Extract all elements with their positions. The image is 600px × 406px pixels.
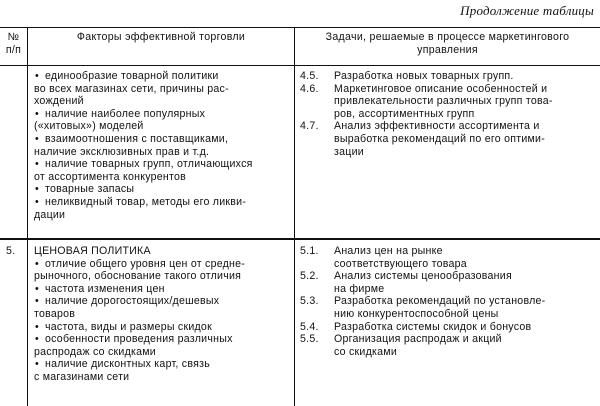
table-header-rule bbox=[0, 65, 600, 66]
factor-line: («хитовых») моделей bbox=[34, 120, 144, 133]
row-5-tasks bbox=[300, 245, 596, 358]
bullet-icon: • bbox=[35, 257, 39, 270]
task-line: Разработка рекомендаций по установле- bbox=[334, 295, 546, 308]
factor-line: частота, виды и размеры скидок bbox=[45, 320, 212, 333]
bullet-icon: • bbox=[35, 70, 39, 82]
factor-line: взаимоотношения с поставщиками, bbox=[45, 132, 229, 145]
row-5-number: 5. bbox=[6, 245, 16, 257]
bullet-icon: • bbox=[35, 132, 39, 145]
factor-item bbox=[34, 333, 290, 358]
bullet-icon: • bbox=[35, 358, 39, 371]
row-5-factors bbox=[34, 245, 290, 384]
factor-item bbox=[34, 70, 290, 108]
task-line: нию конкурентоспособной цены bbox=[334, 307, 499, 320]
factor-line: наличие товарных групп, отличающихся bbox=[45, 158, 253, 171]
header-tasks-line: управления bbox=[417, 44, 478, 56]
task-line: со скидками bbox=[334, 345, 397, 358]
factor-line: товарные запасы bbox=[45, 183, 135, 196]
bullet-icon: • bbox=[35, 158, 39, 171]
task-line: Организация распродаж и акций bbox=[334, 333, 502, 346]
bullet-icon: • bbox=[35, 295, 39, 308]
task-line: Анализ эффективности ассортимента и bbox=[334, 120, 540, 133]
table-top-rule bbox=[0, 27, 600, 28]
factor-line: отличие общего уровня цен от средне- bbox=[45, 257, 246, 270]
bullet-icon: • bbox=[35, 183, 39, 196]
factor-item bbox=[34, 295, 290, 320]
factor-item bbox=[34, 108, 290, 133]
task-code: 5.4. bbox=[300, 320, 319, 333]
task-line: зации bbox=[334, 145, 364, 158]
factor-line: наличие эксклюзивных прав и т.д. bbox=[34, 145, 210, 158]
task-code: 5.3. bbox=[300, 295, 319, 308]
task-line: Анализ системы ценообразования bbox=[334, 270, 512, 283]
factor-line: дации bbox=[34, 208, 66, 221]
factor-item bbox=[34, 358, 290, 383]
task-code: 4.5. bbox=[300, 70, 319, 82]
factor-line: распродаж со скидками bbox=[34, 345, 156, 358]
task-line: выработка рекомендаций по его оптими- bbox=[334, 132, 545, 145]
row-4-factors bbox=[34, 70, 290, 221]
col-divider-2 bbox=[294, 27, 295, 406]
task-code: 5.5. bbox=[300, 333, 319, 346]
task-line: на фирме bbox=[334, 282, 385, 295]
bullet-icon: • bbox=[35, 320, 39, 333]
continuation-note: Продолжение таблицы bbox=[460, 3, 594, 18]
header-tasks-line: Задачи, решаемые в процессе маркетингового bbox=[325, 31, 570, 43]
task-code: 5.2. bbox=[300, 270, 319, 283]
bullet-icon: • bbox=[35, 282, 39, 295]
task-line: Разработка новых товарных групп. bbox=[334, 70, 514, 82]
task-line: Разработка системы скидок и бонусов bbox=[334, 320, 532, 333]
factor-line: неликвидный товар, методы его ликви- bbox=[45, 195, 247, 208]
bullet-icon: • bbox=[35, 333, 39, 346]
factor-item bbox=[34, 183, 290, 196]
factor-item bbox=[34, 283, 290, 296]
task-item bbox=[300, 120, 596, 158]
task-line: привлекательности различных групп това- bbox=[334, 95, 553, 108]
header-factors-line: Факторы эффективной торговли bbox=[76, 31, 246, 43]
factor-line: наличие наиболее популярных bbox=[45, 107, 206, 120]
task-item bbox=[300, 245, 596, 270]
bullet-icon: • bbox=[35, 195, 39, 208]
header-num bbox=[0, 31, 27, 57]
task-line: ров, ассортиментных групп bbox=[334, 107, 475, 120]
task-item bbox=[300, 333, 596, 358]
header-num-line: п/п bbox=[5, 44, 22, 56]
task-code: 5.1. bbox=[300, 245, 319, 257]
factor-line: от ассортимента конкурентов bbox=[34, 170, 187, 183]
task-code: 4.7. bbox=[300, 120, 319, 133]
factor-line: рыночного, обоснование такого отличия bbox=[34, 270, 242, 283]
factor-line: частота изменения цен bbox=[45, 282, 165, 295]
factor-section-title: ЦЕНОВАЯ ПОЛИТИКА bbox=[34, 245, 151, 257]
factor-line: хождений bbox=[34, 95, 84, 108]
factor-item bbox=[34, 158, 290, 183]
factor-line: товаров bbox=[34, 307, 76, 320]
factor-line: во всех магазинах сети, причины рас- bbox=[34, 82, 229, 95]
header-factors bbox=[28, 31, 294, 44]
row-separator-rule bbox=[0, 238, 600, 240]
factor-line: с магазинами сети bbox=[34, 370, 130, 383]
header-tasks bbox=[295, 31, 600, 57]
task-line: Анализ цен на рынке bbox=[334, 245, 443, 257]
task-item bbox=[300, 70, 596, 83]
task-item bbox=[300, 83, 596, 121]
factor-line: единообразие товарной политики bbox=[45, 70, 219, 82]
task-line: соответствующего товара bbox=[334, 257, 467, 270]
factor-line: наличие дорогостоящих/дешевых bbox=[45, 295, 220, 308]
task-item bbox=[300, 321, 596, 334]
factor-item bbox=[34, 196, 290, 221]
factor-item bbox=[34, 321, 290, 334]
task-item bbox=[300, 270, 596, 295]
factor-line: особенности проведения различных bbox=[45, 333, 233, 346]
bullet-icon: • bbox=[35, 107, 39, 120]
col-divider-1 bbox=[27, 27, 28, 406]
task-line: Маркетинговое описание особенностей и bbox=[334, 82, 548, 95]
factor-item bbox=[34, 133, 290, 158]
task-code: 4.6. bbox=[300, 82, 319, 95]
factor-line: наличие дисконтных карт, связь bbox=[45, 358, 210, 371]
factor-item bbox=[34, 258, 290, 283]
header-num-line: № bbox=[7, 31, 20, 43]
task-item bbox=[300, 295, 596, 320]
row-4-tasks bbox=[300, 70, 596, 158]
